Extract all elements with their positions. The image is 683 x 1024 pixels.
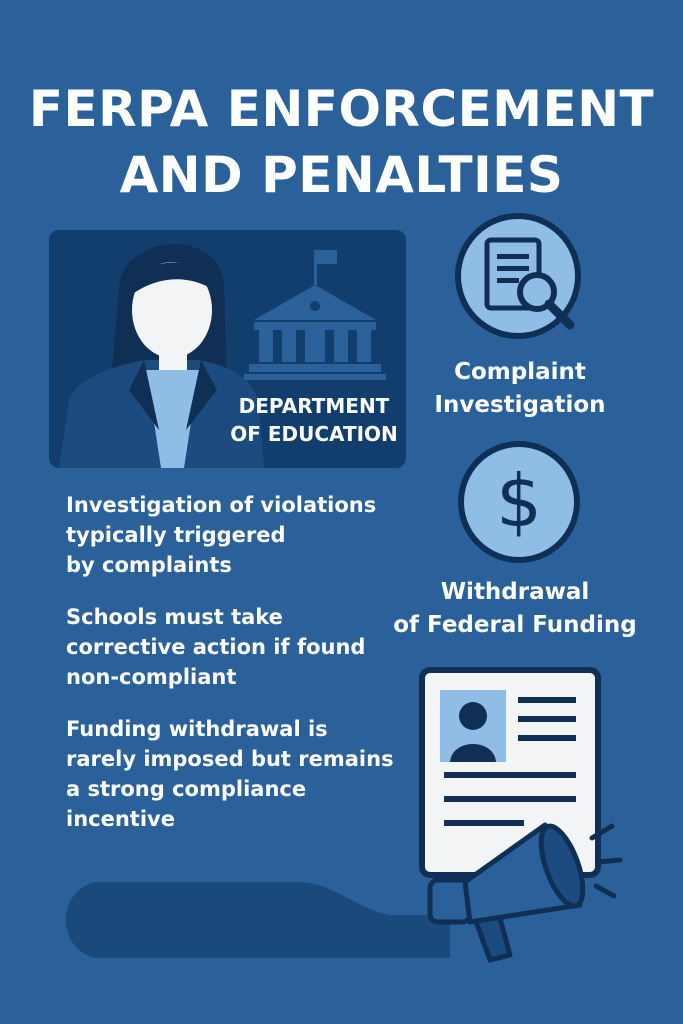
fact-2-line-2: corrective action if found (66, 635, 366, 659)
feature-1-line-1: Complaint (454, 359, 586, 385)
profile-document-icon (422, 670, 598, 875)
dollar-icon (455, 438, 585, 568)
svg-text:$: $ (496, 459, 542, 543)
fact-2-line-3: non-compliant (66, 665, 237, 689)
title-line-2: AND PENALTIES (119, 145, 564, 204)
department-label (229, 392, 399, 448)
fact-3-line-2: rarely imposed but remains (66, 747, 394, 771)
department-panel (49, 230, 406, 468)
complaint-investigation-caption (420, 356, 620, 422)
feature-2-line-1: Withdrawal (440, 579, 590, 605)
megaphone-icon (430, 821, 620, 960)
decorative-bar (66, 882, 450, 958)
title-line-1: FERPA ENFORCEMENT (28, 79, 655, 138)
fact-item (66, 714, 406, 834)
page-title (0, 76, 683, 208)
fact-3-line-3: a strong compliance (66, 777, 307, 801)
fact-1-line-1: Investigation of violations (66, 493, 377, 517)
fact-2-line-1: Schools must take (66, 605, 283, 629)
fact-item (66, 602, 406, 692)
feature-1-line-2: Investigation (434, 392, 606, 418)
fact-1-line-3: by complaints (66, 553, 232, 577)
department-line-1: DEPARTMENT (238, 394, 390, 418)
fact-1-line-2: typically triggered (66, 523, 286, 547)
department-line-2: OF EDUCATION (230, 422, 398, 446)
fact-3-line-4: incentive (66, 807, 175, 831)
fact-list (66, 490, 406, 856)
building-icon (244, 250, 386, 380)
feature-2-line-2: of Federal Funding (393, 612, 637, 638)
document-magnifier-icon (452, 212, 592, 347)
fact-3-line-1: Funding withdrawal is (66, 717, 328, 741)
withdrawal-funding-caption (385, 576, 645, 642)
fact-item (66, 490, 406, 580)
